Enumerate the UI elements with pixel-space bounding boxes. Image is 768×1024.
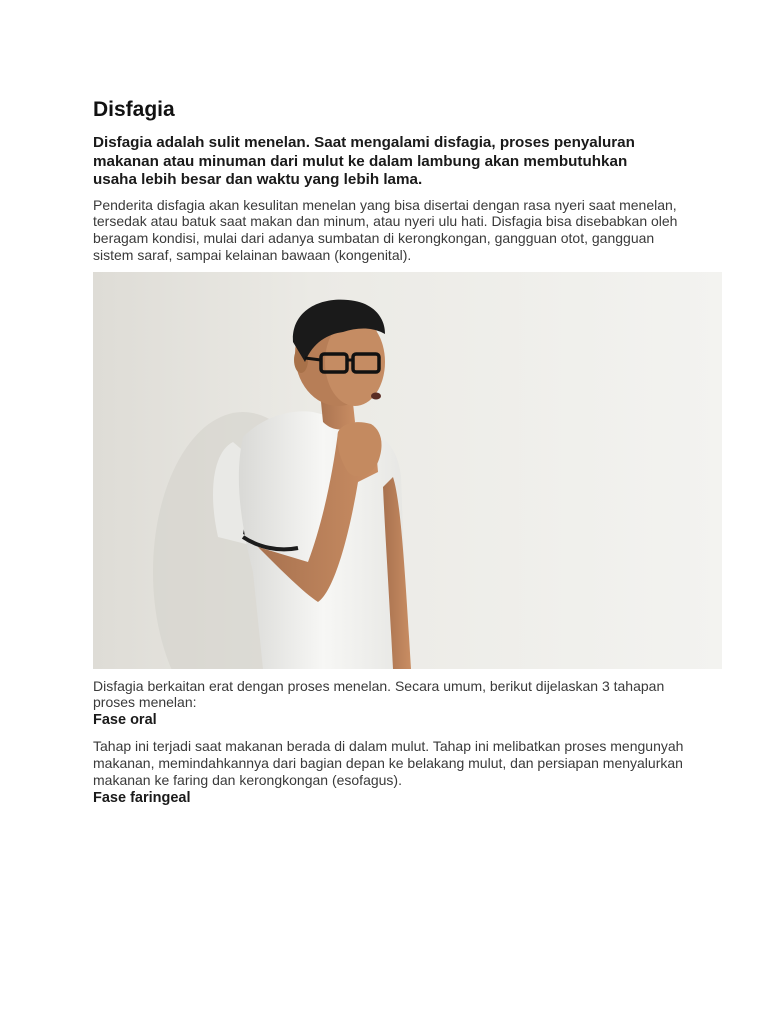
article-lead: Disfagia adalah sulit menelan. Saat mengalami disfagia, proses penyaluran makanan atau minuman dari mulut ke dalam lambung akan membutuhkan usaha lebih besar dan waktu yang lebih lama. <box>93 134 635 188</box>
article-photo <box>93 272 722 669</box>
article-title: Disfagia <box>93 98 175 121</box>
section-text-fase-oral: Tahap ini terjadi saat makanan berada di dalam mulut. Tahap ini melibatkan proses mengunyah makanan, memindahkannya dari bagian depan ke belakang mulut, dan persiapan menyalurkan makanan ke faring dan kerongkongan (esofagus). <box>93 738 684 788</box>
section-heading-fase-oral: Fase oral <box>93 712 157 729</box>
document-page <box>93 96 723 807</box>
section-heading-fase-faringeal: Fase faringeal <box>93 789 191 806</box>
article-paragraph-1: Penderita disfagia akan kesulitan menelan yang bisa disertai dengan rasa nyeri saat menelan, tersedak atau batuk saat makan dan minum, atau nyeri ulu hati. Disfagia bisa disebabkan oleh beragam kondisi, mulai dari adanya sumbatan di kerongkongan, gangguan otot, gangguan sistem saraf, sampai kelainan bawaan (kongenital). <box>93 196 678 263</box>
article-paragraph-2: Disfagia berkaitan erat dengan proses menelan. Secara umum, berikut dijelaskan 3 tahapan proses menelan: <box>93 677 665 711</box>
man-touching-throat-illustration <box>93 272 722 669</box>
